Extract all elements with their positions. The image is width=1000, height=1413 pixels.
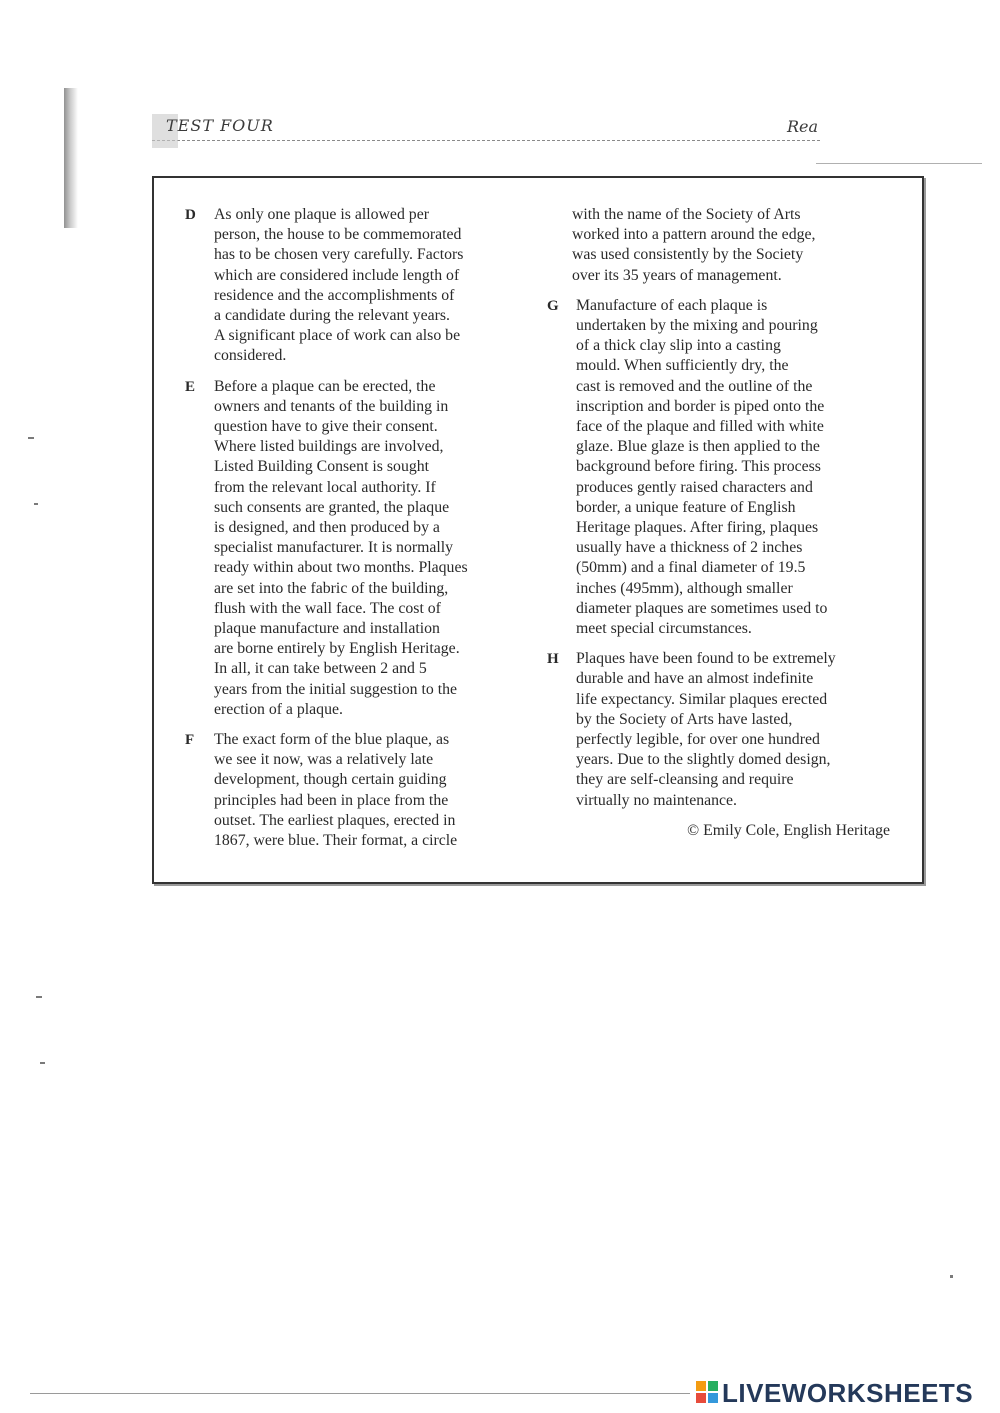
text-line: a candidate during the relevant years. <box>214 307 450 325</box>
scan-speck <box>36 996 42 998</box>
text-line: border, a unique feature of English <box>576 498 796 516</box>
text-line: A significant place of work can also be <box>214 327 461 345</box>
liveworksheets-watermark <box>696 1378 996 1408</box>
scan-speck <box>40 1062 45 1064</box>
liveworksheets-wordmark: LIVEWORKSHEETS <box>722 1377 974 1408</box>
text-line: with the name of the Society of Arts <box>572 206 801 223</box>
scan-bottom-edge <box>30 1393 690 1394</box>
text-line: by the Society of Arts have lasted, <box>576 710 793 728</box>
text-line: cast is removed and the outline of the <box>576 377 813 395</box>
text-line: years from the initial suggestion to the <box>214 680 458 698</box>
header-test-title: TEST FOUR <box>166 116 274 135</box>
text-line: over its 35 years of management. <box>572 266 782 284</box>
text-line: mould. When sufficiently dry, the <box>576 357 789 375</box>
text-line: such consents are granted, the plaque <box>214 498 450 516</box>
text-line: specialist manufacturer. It is normally <box>214 539 454 557</box>
text-line: produces gently raised characters and <box>576 478 813 496</box>
text-line: Heritage plaques. After firing, plaques <box>576 519 819 537</box>
text-line: plaque manufacture and installation <box>214 620 440 638</box>
text-line: meet special circumstances. <box>576 620 752 638</box>
paragraph-letter: G <box>547 297 559 314</box>
text-line: flush with the wall face. The cost of <box>214 599 441 617</box>
text-line: which are considered include length of <box>214 266 460 284</box>
paragraph-f <box>182 730 522 851</box>
text-line: from the relevant local authority. If <box>214 478 436 496</box>
text-line: perfectly legible, for over one hundred <box>576 731 820 749</box>
text-line: has to be chosen very carefully. Factors <box>214 246 464 264</box>
text-line: As only one plaque is allowed per <box>214 206 429 223</box>
text-line: considered. <box>214 347 287 365</box>
paragraph-letter: F <box>185 732 195 749</box>
paragraph-letter: E <box>185 378 196 395</box>
paragraph-letter: H <box>547 651 559 668</box>
right-column <box>544 205 892 841</box>
text-line: diameter plaques are sometimes used to <box>576 599 828 617</box>
text-line: virtually no maintenance. <box>576 791 737 809</box>
text-line: they are self-cleansing and require <box>576 771 794 789</box>
text-line: durable and have an almost indefinite <box>576 670 814 688</box>
text-line: are set into the fabric of the building, <box>214 579 449 597</box>
text-line: was used consistently by the Society <box>572 246 804 264</box>
text-line: development, though certain guiding <box>214 771 447 789</box>
text-line: erection of a plaque. <box>214 700 343 718</box>
text-line: owners and tenants of the building in <box>214 397 449 415</box>
liveworksheets-logo-icon <box>696 1381 718 1405</box>
text-line: question have to give their consent. <box>214 418 438 436</box>
text-line: Before a plaque can be erected, the <box>214 377 436 395</box>
header-rule-tail <box>816 163 982 164</box>
header-section-label: Rea <box>786 117 818 136</box>
text-line: usually have a thickness of 2 inches <box>576 539 803 557</box>
copyright-credit: © Emily Cole, English Heritage <box>687 821 890 839</box>
text-line: principles had been in place from the <box>214 791 449 809</box>
text-line: are borne entirely by English Heritage. <box>214 640 460 658</box>
paragraph-h <box>544 649 892 811</box>
text-line: 1867, were blue. Their format, a circle <box>214 832 458 850</box>
scan-shadow-edge <box>64 88 78 228</box>
scan-speck <box>28 437 34 439</box>
text-line: The exact form of the blue plaque, as <box>214 731 450 749</box>
text-line: ready within about two months. Plaques <box>214 559 468 577</box>
paragraph-e <box>182 377 522 720</box>
text-line: life expectancy. Similar plaques erected <box>576 690 828 708</box>
text-line: is designed, and then produced by a <box>214 519 440 537</box>
left-column <box>182 205 522 861</box>
paragraph-continued <box>544 205 892 286</box>
text-line: inches (495mm), although smaller <box>576 579 793 597</box>
paragraph-d <box>182 205 522 367</box>
text-line: person, the house to be commemorated <box>214 226 462 244</box>
paragraph-letter: D <box>185 207 196 223</box>
text-line: Where listed buildings are involved, <box>214 438 444 456</box>
text-line: we see it now, was a relatively late <box>214 751 434 769</box>
text-line: In all, it can take between 2 and 5 <box>214 660 427 678</box>
text-line: background before firing. This process <box>576 458 821 476</box>
text-line: Manufacture of each plaque is <box>576 296 768 314</box>
text-line: (50mm) and a final diameter of 19.5 <box>576 559 806 577</box>
page-header <box>152 114 820 141</box>
text-line: Plaques have been found to be extremely <box>576 650 836 668</box>
text-line: undertaken by the mixing and pouring <box>576 317 818 335</box>
text-line: worked into a pattern around the edge, <box>572 226 816 244</box>
text-line: residence and the accomplishments of <box>214 286 455 304</box>
scan-speck <box>950 1275 953 1278</box>
text-line: inscription and border is piped onto the <box>576 397 825 415</box>
text-line: years. Due to the slightly domed design, <box>576 751 831 769</box>
scan-speck <box>34 503 38 505</box>
text-line: glaze. Blue glaze is then applied to the <box>576 438 820 456</box>
text-line: face of the plaque and filled with white <box>576 418 824 436</box>
text-line: of a thick clay slip into a casting <box>576 337 781 355</box>
text-line: outset. The earliest plaques, erected in <box>214 811 456 829</box>
paragraph-g <box>544 296 892 639</box>
text-line: Listed Building Consent is sought <box>214 458 430 476</box>
